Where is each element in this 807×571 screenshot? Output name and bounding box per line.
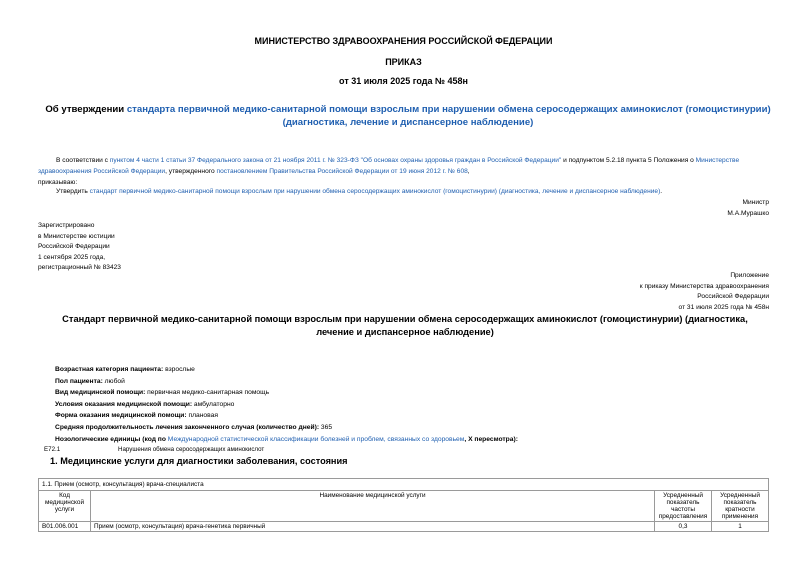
meta-label: Пол пациента: (55, 377, 103, 385)
meta-label: , X пересмотра): (464, 435, 518, 443)
ministry-header: МИНИСТЕРСТВО ЗДРАВООХРАНЕНИЯ РОССИЙСКОЙ ФЕДЕРАЦИИ (254, 36, 553, 46)
approve-text: Утвердить (56, 188, 90, 195)
appendix-line: к приказу Министерства здравоохранения (639, 282, 769, 290)
meta-age-category (55, 364, 775, 376)
preamble-text-1: В соответствии с (56, 157, 110, 164)
preamble-paragraph (38, 155, 773, 177)
meta-value: взрослые (163, 366, 195, 373)
signature-position: Министр (742, 199, 769, 206)
signature-name: М.А.Мурашко (727, 210, 769, 217)
approve-paragraph (56, 186, 776, 197)
approve-end: . (660, 188, 663, 195)
appendix-line: Приложение (730, 272, 769, 279)
registration-line: Зарегистрировано (38, 222, 95, 229)
meta-label: Возрастная категория пациента: (55, 366, 164, 373)
meta-label: Нозологические единицы (код по (55, 435, 168, 443)
col-header-code: Код медицинской услуги (39, 491, 91, 522)
table-caption: 1.1. Прием (осмотр, консультация) врача-специалиста (39, 479, 769, 491)
title-prefix: Об утверждении (45, 104, 127, 115)
cell-frequency: 0,3 (655, 522, 712, 532)
table-row (39, 522, 769, 532)
appendix-block (640, 271, 769, 313)
meta-nosology (55, 434, 775, 446)
preamble-text-2: и подпунктом 5.2.18 пункта 5 Положения о (561, 157, 696, 164)
cell-name: Прием (осмотр, консультация) врача-генетика первичный (91, 522, 655, 532)
cell-code: B01.006.001 (39, 522, 91, 532)
registration-line: Российской Федерации (38, 243, 110, 250)
col-header-multiplicity: Усредненный показатель кратности применения (712, 491, 769, 522)
law-link[interactable]: пунктом 4 части 1 статьи 37 Федерального закона от 21 ноября 2011 г. № 323-ФЗ "Об основах охраны здоровья граждан в Российской Федерации" (109, 157, 562, 164)
cell-multiplicity: 1 (712, 522, 769, 532)
meta-label: Форма оказания медицинской помощи: (55, 412, 187, 420)
meta-value: плановая (186, 412, 218, 420)
government-decree-link[interactable]: постановлением Правительства Российской Федерации от 19 июня 2012 г. № 608 (216, 168, 468, 175)
doc-date: от 31 июля 2025 года № 458н (339, 76, 468, 86)
title-standard-link[interactable]: стандарта первичной медико-санитарной помощи взрослым при нарушении обмена серосодержащих аминокислот (гомоцистинурии) (диагностика, лечение и диспансерное наблюдение) (126, 104, 771, 128)
order-word: приказываю: (38, 179, 78, 186)
nosology-name: Нарушения обмена серосодержащих аминокислот (118, 446, 265, 453)
preamble-text-4: , (467, 168, 470, 175)
standard-title: Стандарт первичной медико-санитарной помощи взрослым при нарушении обмена серосодержащих аминокислот (гомоцистинурии) (диагностика, лечение и диспансерное наблюдение) (62, 314, 748, 337)
doc-type: ПРИКАЗ (385, 57, 422, 67)
document-title (38, 104, 778, 129)
registration-line: регистрационный № 83423 (38, 264, 121, 271)
meta-duration (55, 422, 775, 434)
meta-value: любой (102, 377, 125, 385)
appendix-line: от 31 июля 2025 года № 458н (678, 303, 769, 311)
registration-block (38, 221, 121, 274)
standard-meta (55, 364, 775, 445)
table-header-row (39, 491, 769, 522)
meta-conditions (55, 399, 775, 411)
col-header-frequency: Усредненный показатель частоты предоставления (655, 491, 712, 522)
meta-value: амбулаторно (192, 400, 235, 408)
meta-label: Условия оказания медицинской помощи: (55, 400, 193, 408)
preamble-text-3: , утвержденного (165, 168, 217, 175)
col-header-name: Наименование медицинской услуги (91, 491, 655, 522)
meta-value: 365 (319, 423, 333, 431)
registration-line: в Министерстве юстиции (38, 232, 115, 240)
icd-link[interactable]: Международной статистической классификации болезней и проблем, связанных со здоровьем (167, 435, 465, 443)
registration-line: 1 сентября 2025 года, (38, 253, 106, 261)
ministry-regulation-link[interactable]: Министерстве здравоохранения Российской Федерации (38, 157, 740, 175)
nosology-code: E72.1 (44, 446, 61, 453)
meta-value: первичная медико-санитарная помощь (145, 389, 270, 397)
meta-label: Средняя продолжительность лечения законченного случая (количество дней): (55, 423, 320, 431)
meta-form (55, 410, 775, 422)
approve-standard-link[interactable]: стандарт первичной медико-санитарной помощи взрослым при нарушении обмена серосодержащих аминокислот (гомоцистинурии) (диагностика, лечение и диспансерное наблюдение) (89, 188, 661, 195)
section-1-heading: 1. Медицинские услуги для диагностики заболевания, состояния (50, 456, 348, 466)
meta-care-type (55, 387, 775, 399)
services-table (38, 478, 769, 532)
table-caption-row (39, 479, 769, 491)
meta-sex (55, 376, 775, 388)
appendix-line: Российской Федерации (697, 293, 769, 300)
meta-label: Вид медицинской помощи: (55, 389, 146, 397)
